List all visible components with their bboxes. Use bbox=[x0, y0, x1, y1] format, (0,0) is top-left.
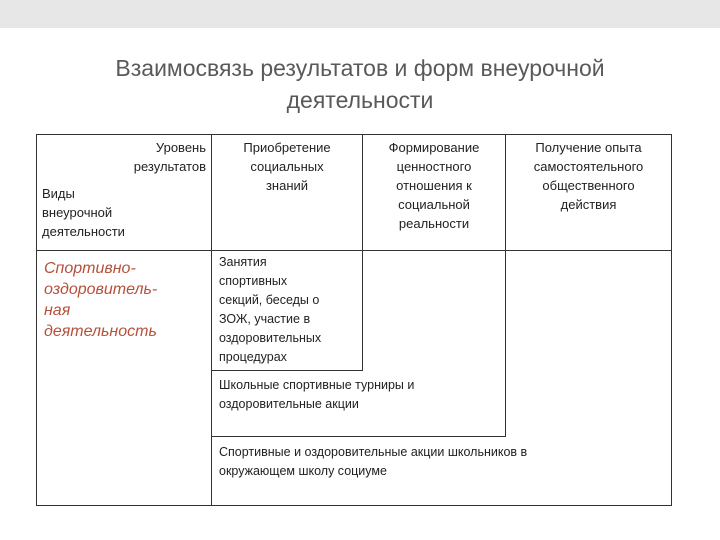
header-row-divider bbox=[36, 250, 672, 251]
level2-cell-right bbox=[505, 250, 506, 436]
header-line: действия bbox=[560, 197, 617, 212]
level1-line: ЗОЖ, участие в bbox=[219, 312, 311, 326]
corner-results-label bbox=[36, 138, 206, 176]
level1-line: секций, беседы о bbox=[219, 293, 320, 307]
level3-line: окружающем школу социуме bbox=[219, 464, 387, 478]
level2-line: оздоровительные акции bbox=[219, 397, 359, 411]
table-border-top bbox=[36, 134, 672, 135]
slide-top-bar bbox=[0, 0, 720, 28]
header-line: отношения к bbox=[396, 178, 472, 193]
header-line: Формирование bbox=[388, 140, 480, 155]
corner-bottom-line: внеурочной bbox=[42, 205, 113, 220]
level2-cell-bottom bbox=[211, 436, 506, 437]
header-line: знаний bbox=[265, 178, 309, 193]
corner-bottom-line: Виды bbox=[42, 186, 75, 201]
activity-line: оздоровитель- bbox=[44, 281, 158, 298]
title-line-2: деятельности bbox=[286, 87, 434, 113]
level1-cell-bottom bbox=[211, 370, 363, 371]
level1-line: Занятия bbox=[219, 255, 267, 269]
activity-line: Спортивно- bbox=[44, 260, 136, 277]
header-line: социальных bbox=[250, 159, 324, 174]
activity-line: деятельность bbox=[44, 323, 157, 340]
corner-bottom-line: деятельности bbox=[42, 224, 125, 239]
level1-line: спортивных bbox=[219, 274, 288, 288]
header-line: реальности bbox=[398, 216, 470, 231]
header-line: социальной bbox=[398, 197, 470, 212]
table-border-bottom bbox=[36, 505, 672, 506]
level1-line: процедурах bbox=[219, 350, 287, 364]
header-line: общественного bbox=[542, 178, 635, 193]
level1-cell-right bbox=[362, 250, 363, 370]
header-level-1 bbox=[212, 138, 362, 195]
header-line: самостоятельного bbox=[533, 159, 644, 174]
header-line: Приобретение bbox=[243, 140, 331, 155]
corner-top-line: результатов bbox=[133, 159, 206, 174]
level2-line: Школьные спортивные турниры и bbox=[219, 378, 415, 392]
results-table bbox=[36, 134, 672, 506]
level1-activities bbox=[219, 253, 361, 367]
activity-type-label bbox=[44, 258, 209, 342]
activity-column-divider bbox=[211, 250, 212, 505]
activity-line: ная bbox=[44, 302, 71, 319]
header-level-2 bbox=[363, 138, 505, 233]
header-level-3 bbox=[506, 138, 671, 214]
table-border-left bbox=[36, 134, 37, 506]
slide-title bbox=[40, 52, 680, 116]
title-line-1: Взаимосвязь результатов и форм внеурочной bbox=[115, 55, 605, 81]
level2-activities bbox=[219, 376, 504, 414]
level3-line: Спортивные и оздоровительные акции школьников в bbox=[219, 445, 528, 459]
level1-line: оздоровительных bbox=[219, 331, 322, 345]
corner-top-line: Уровень bbox=[155, 140, 206, 155]
header-line: Получение опыта bbox=[535, 140, 642, 155]
level3-activities bbox=[219, 443, 669, 481]
header-line: ценностного bbox=[396, 159, 472, 174]
corner-activity-label bbox=[42, 184, 207, 241]
table-border-right bbox=[671, 134, 672, 506]
